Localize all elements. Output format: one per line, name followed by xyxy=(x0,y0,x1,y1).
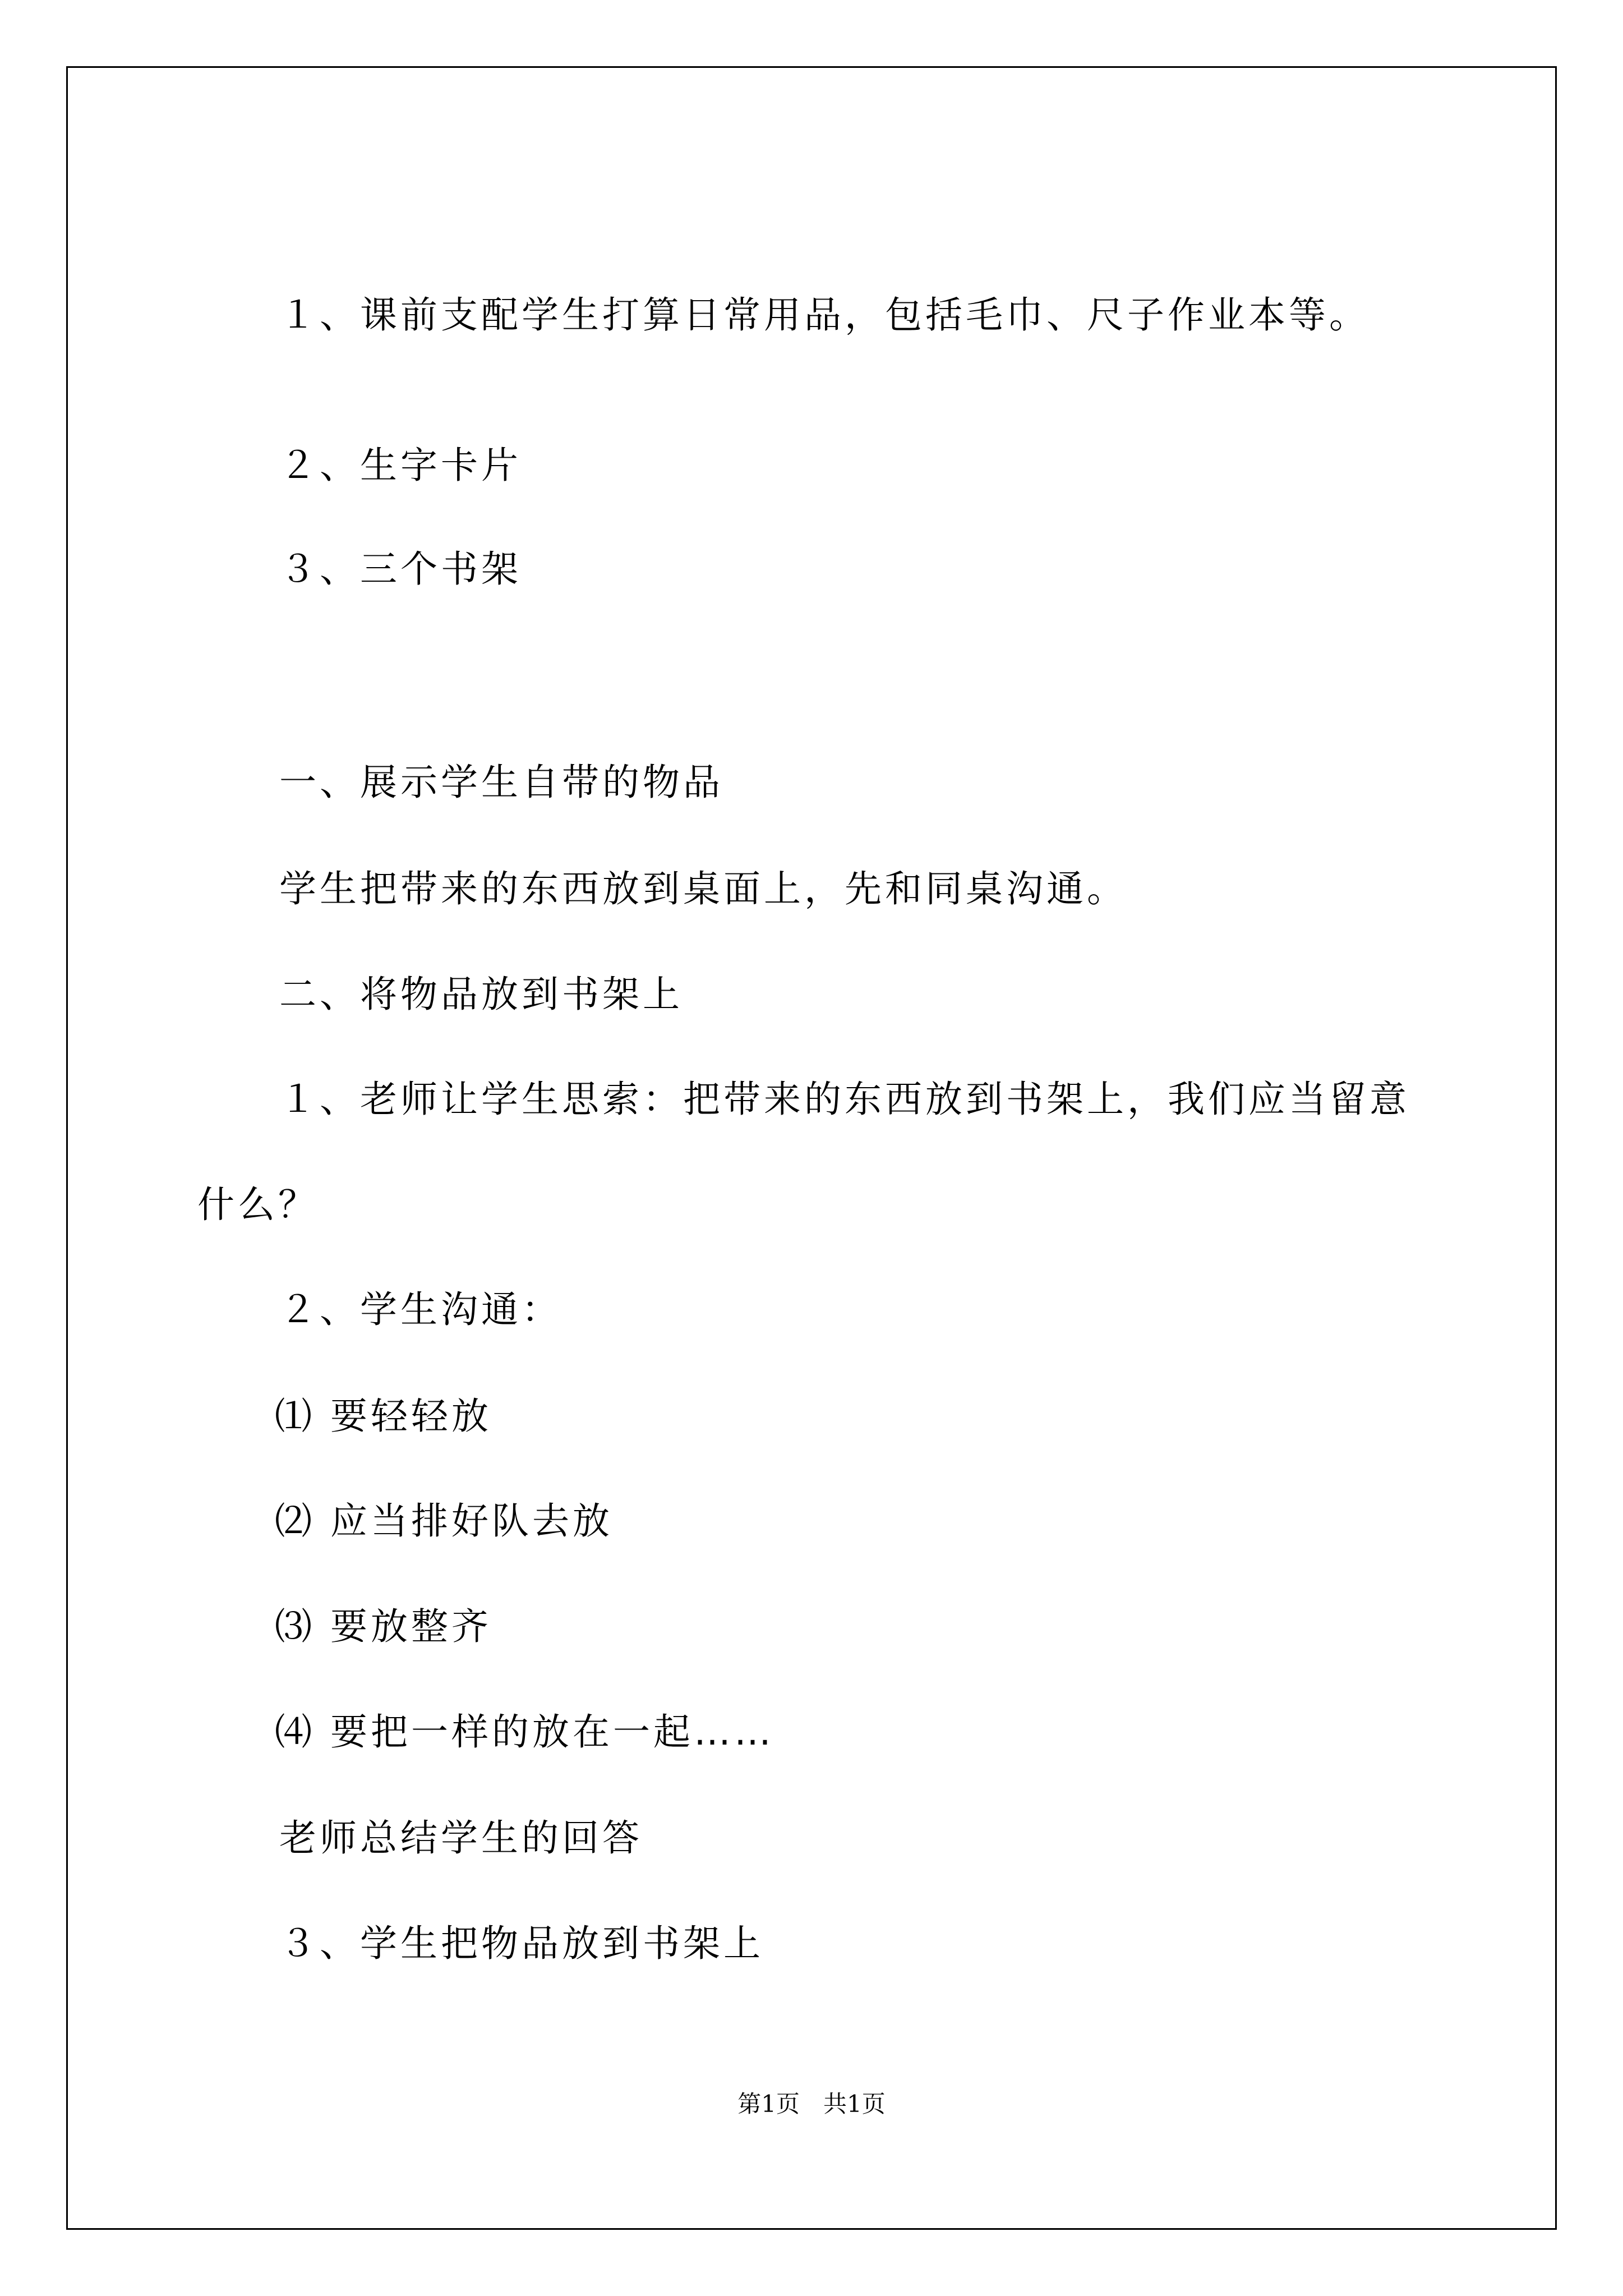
text-line: ３、学生把物品放到书架上 xyxy=(279,1922,764,1965)
list-item: ⑶ 要放整齐 xyxy=(275,1605,492,1648)
section-heading: 一、展示学生自带的物品 xyxy=(279,761,723,804)
page-footer: 第1页 共1页 xyxy=(737,2090,886,2118)
text-line: ２、生字卡片 xyxy=(279,444,522,487)
text-line: 什么？ xyxy=(197,1183,319,1226)
page-border xyxy=(66,66,1557,2230)
text-line: 老师总结学生的回答 xyxy=(279,1816,643,1860)
list-item: ⑴ 要轻轻放 xyxy=(275,1395,492,1438)
text-line: ３、三个书架 xyxy=(279,547,522,591)
list-item: ⑵ 应当排好队去放 xyxy=(275,1499,613,1543)
text-line: 学生把带来的东西放到桌面上，先和同桌沟通。 xyxy=(279,867,1127,910)
text-line: １、课前支配学生打算日常用品，包括毛巾、尺子作业本等。 xyxy=(279,293,1370,337)
text-line: １、老师让学生思索：把带来的东西放到书架上，我们应当留意 xyxy=(279,1078,1410,1121)
section-heading: 二、将物品放到书架上 xyxy=(279,973,683,1016)
text-line: ２、学生沟通： xyxy=(279,1288,562,1331)
list-item: ⑷ 要把一样的放在一起…… xyxy=(275,1710,774,1754)
